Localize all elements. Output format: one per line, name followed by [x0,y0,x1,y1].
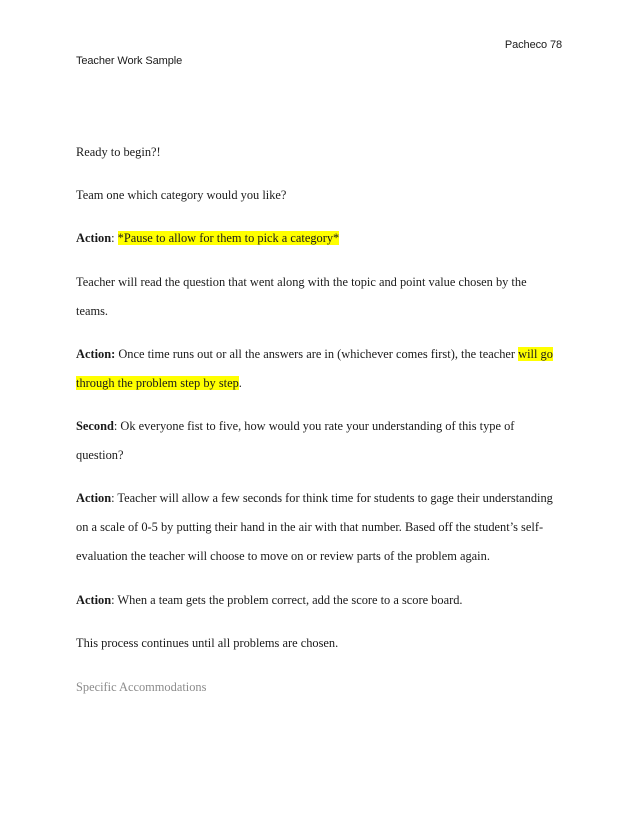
paragraph-second-line-2: question? [76,448,124,462]
paragraph-teacher-read-line-1: Teacher will read the question that went along with the topic and point value chosen by the [76,275,527,289]
sentence-end: . [238,376,242,390]
highlighted-text: through the problem step by step [76,376,239,390]
paragraph-ready: Ready to begin?! [76,145,161,159]
action-text: : Teacher will allow a few seconds for think time for students to gage their understanding [111,491,553,505]
paragraph-action-score [76,594,566,606]
document-title-header: Teacher Work Sample [76,55,183,67]
second-text: : Ok everyone fist to five, how would you rate your understanding of this type of [113,419,515,433]
action-text: : When a team gets the problem correct, add the score to a score board. [111,593,463,607]
paragraph-action-time-line-1 [76,348,566,360]
paragraph-action-allow-line-1 [76,492,566,504]
action-separator: : [111,231,118,245]
paragraph-action-pause [76,232,566,244]
action-label: Action [76,491,112,505]
second-label: Second [76,419,114,433]
highlighted-text: will go [518,347,553,361]
paragraph-team-one: Team one which category would you like? [76,188,287,202]
paragraph-action-allow-line-2: on a scale of 0-5 by putting their hand in the air with that number. Based off the student’s self- [76,520,544,534]
highlighted-text: *Pause to allow for them to pick a category* [117,231,340,245]
paragraph-action-allow-line-3: evaluation the teacher will choose to move on or review parts of the problem again. [76,549,490,563]
section-heading: Specific Accommodations [76,680,207,694]
paragraph-process: This process continues until all problems are chosen. [76,636,339,650]
action-text: Once time runs out or all the answers are in (whichever comes first), the teacher [115,347,519,361]
page-number-header: Pacheco 78 [504,39,562,51]
action-label: Action: [76,347,116,361]
paragraph-teacher-read-line-2: teams. [76,304,108,318]
paragraph-second-line-1 [76,420,566,432]
paragraph-action-time-line-2 [76,377,566,389]
action-label: Action [76,231,112,245]
action-label: Action [76,593,112,607]
